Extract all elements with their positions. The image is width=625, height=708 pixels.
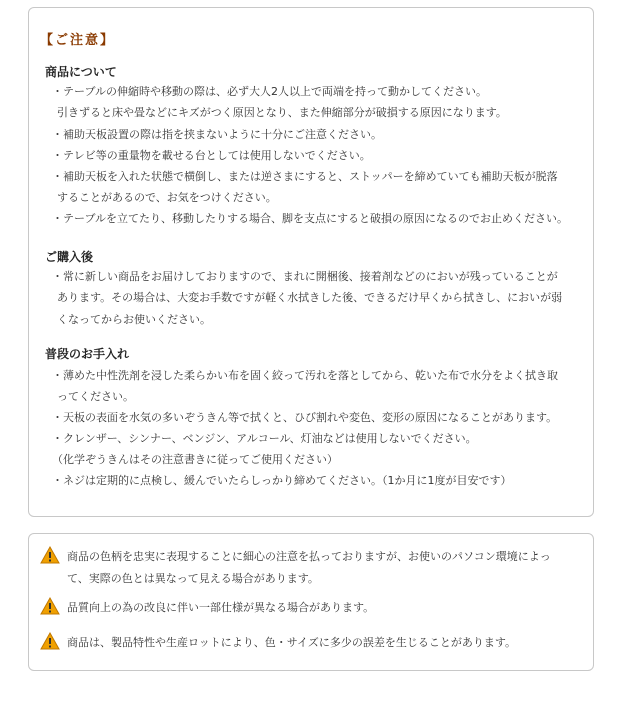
- section-title-care: 普段のお手入れ: [45, 347, 130, 361]
- warning-triangle-icon: [40, 632, 60, 650]
- list-item: ・常に新しい商品をお届けしておりますので、まれに開梱後、接着剤などのにおいが残っていることが: [52, 270, 558, 283]
- list-item: ・補助天板設置の際は指を挟まないように十分にご注意ください。: [52, 128, 382, 141]
- list-item: あります。その場合は、大変お手数ですが軽く水拭きした後、できるだけ早くから拭きし、においが弱: [57, 291, 563, 304]
- list-item: ・テーブルを立てたり、移動したりする場合、脚を支点にすると破損の原因になるのでお止めください。: [52, 212, 569, 225]
- section-title-after-purchase: ご購入後: [45, 250, 94, 264]
- list-item: ってください。: [57, 390, 134, 403]
- list-item: ・天板の表面を水気の多いぞうきん等で拭くと、ひび割れや変色、変形の原因になることがあります。: [52, 411, 558, 424]
- warning-text: 商品は、製品特性や生産ロットにより、色・サイズに多少の誤差を生じることがあります。: [67, 636, 517, 649]
- warning-text: 品質向上の為の改良に伴い一部仕様が異なる場合があります。: [67, 601, 375, 614]
- warning-text: 商品の色柄を忠実に表現することに細心の注意を払っておりますが、お使いのパソコン環境によっ て、実際の色とは異なって見える場合があります。: [67, 550, 551, 585]
- list-item: くなってからお使いください。: [57, 313, 211, 326]
- notice-heading: 【ご注意】: [40, 33, 116, 48]
- list-item: ・テレビ等の重量物を載せる台としては使用しないでください。: [52, 149, 371, 162]
- list-item: （化学ぞうきんはその注意書きに従ってご使用ください）: [52, 453, 338, 466]
- warning-triangle-icon: [40, 597, 60, 615]
- list-item: ・薄めた中性洗剤を浸した柔らかい布を固く絞って汚れを落としてから、乾いた布で水分をよく拭き取: [52, 369, 558, 382]
- list-item: 引きずると床や畳などにキズがつく原因となり、また伸縮部分が破損する原因になります。: [57, 106, 507, 119]
- list-item: ・補助天板を入れた状態で横倒し、または逆さまにすると、ストッパーを締めていても補助天板が脱落: [52, 170, 558, 183]
- list-item: することがあるので、お気をつけください。: [57, 191, 277, 204]
- list-item: ・クレンザー、シンナー、ベンジン、アルコール、灯油などは使用しないでください。: [52, 432, 477, 445]
- warning-triangle-icon: [40, 546, 60, 564]
- list-item: ・テーブルの伸縮時や移動の際は、必ず大人2人以上で両端を持って動かしてください。: [52, 85, 488, 98]
- section-title-product: 商品について: [45, 65, 117, 79]
- list-item: ・ネジは定期的に点検し、緩んでいたらしっかり締めてください。（1か月に1度が目安です）: [52, 474, 512, 487]
